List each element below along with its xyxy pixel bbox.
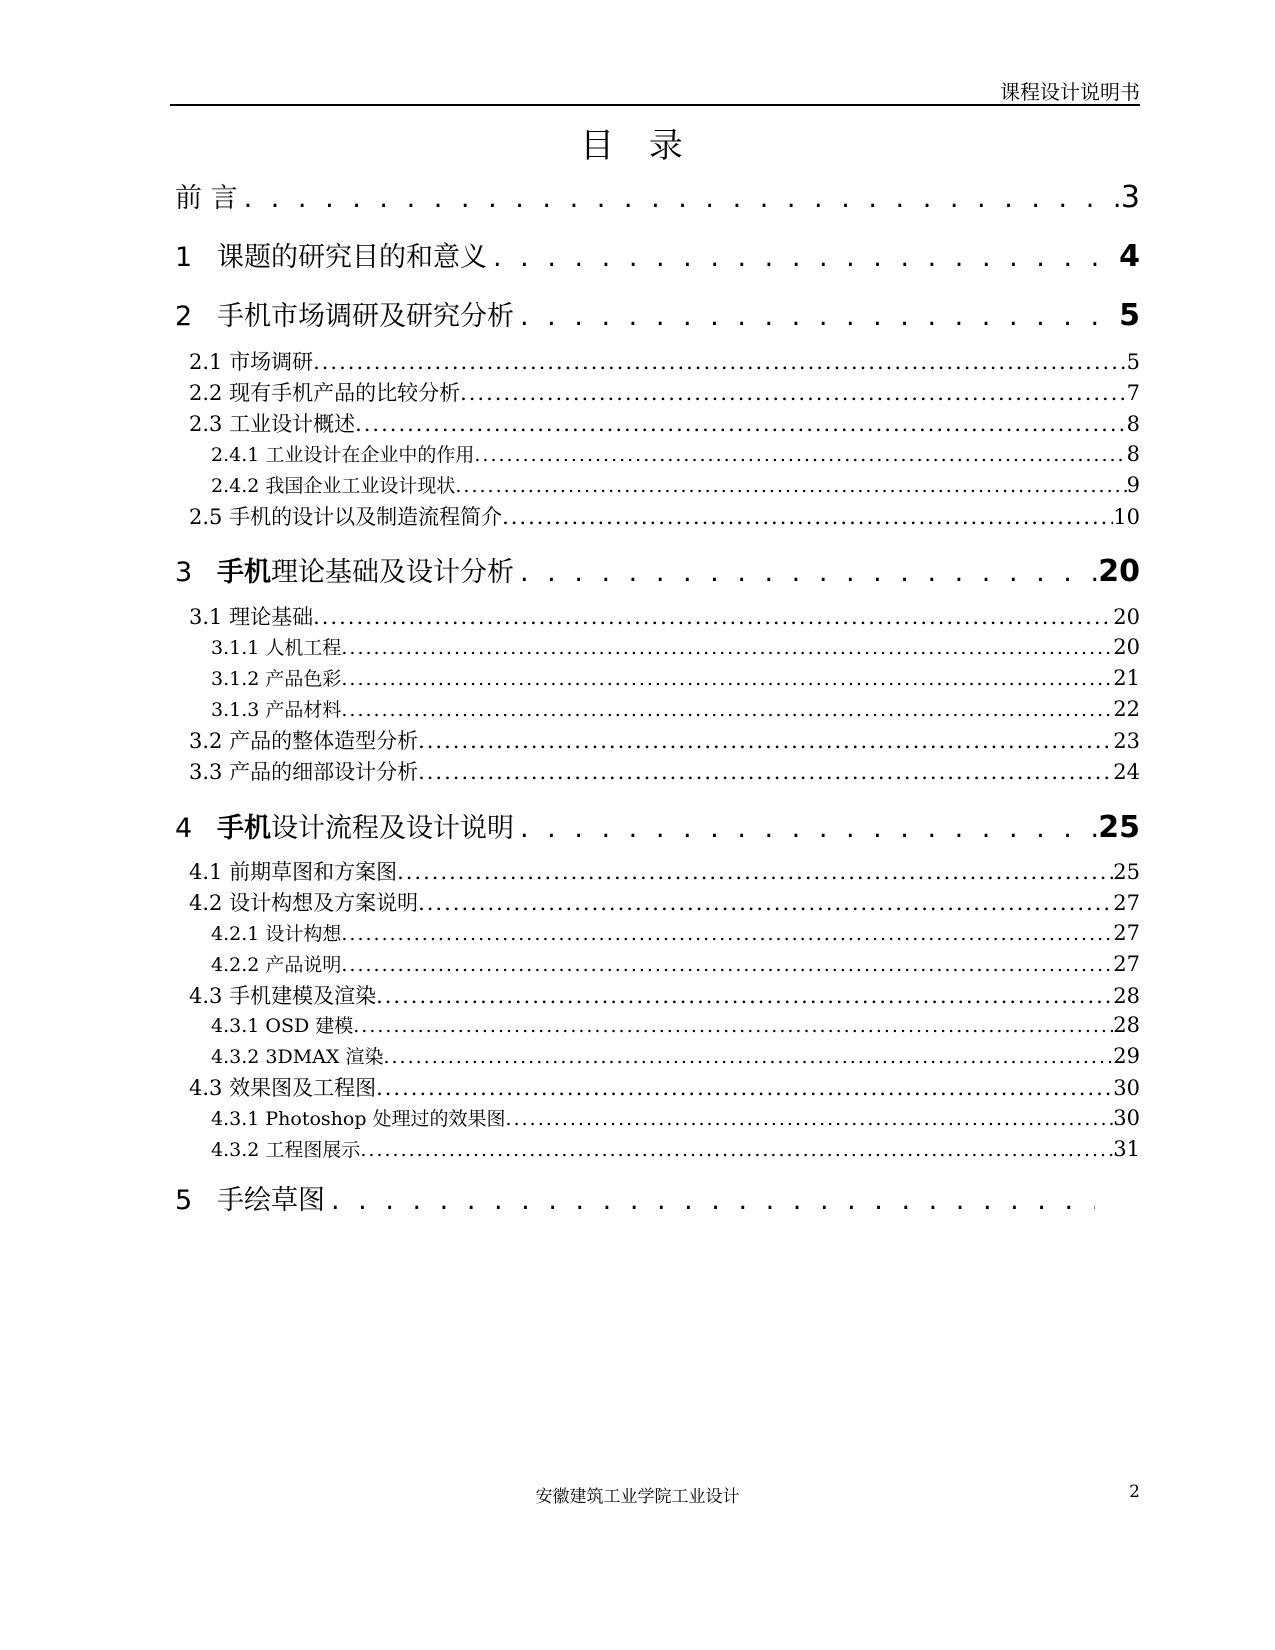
dot-leader: [487, 242, 1119, 273]
toc-entry-3-3[interactable]: [175, 756, 1140, 786]
toc-entry-label: [217, 806, 514, 845]
dot-leader: [383, 1046, 1113, 1068]
toc-entry-label: 课题的研究目的和意义: [217, 242, 487, 273]
toc-entry-label: 4.3.2 工程图展示: [211, 1139, 361, 1161]
toc-page-number: 22: [1113, 697, 1140, 721]
dot-leader: [418, 760, 1113, 784]
toc-page-number: 24: [1113, 760, 1140, 784]
toc-entry-label: 4.3 效果图及工程图: [189, 1076, 377, 1100]
toc-page-number: 7: [1126, 381, 1140, 405]
footer-institution: 安徽建筑工业学院工业设计: [535, 1487, 740, 1507]
page-header: [170, 70, 1140, 106]
toc-entry-label: 3.3 产品的细部设计分析: [189, 760, 419, 784]
toc-entry-3-1-2[interactable]: [175, 664, 1140, 691]
dot-leader: [418, 729, 1113, 753]
toc-page-number: 30: [1113, 1076, 1140, 1100]
chapter-number: 3: [175, 557, 193, 588]
dot-leader: [506, 1108, 1114, 1130]
toc-entry-label: 3.1.3 产品材料: [211, 699, 342, 721]
toc-entry-label: 3.1 理论基础: [189, 605, 314, 629]
dot-leader: [376, 984, 1113, 1008]
toc-entry-label: 2.1 市场调研: [189, 350, 314, 374]
toc-entry-label: 4.3.1 OSD 建模: [211, 1015, 354, 1037]
toc-entry-label-bold: 手机: [217, 557, 271, 588]
toc-page-number: 5: [1119, 298, 1140, 333]
toc-entry-2-1[interactable]: [175, 346, 1140, 376]
toc-entry-label: 4.3.1 Photoshop 处理过的效果图: [211, 1108, 506, 1130]
toc-entry-label: 3.1.2 产品色彩: [211, 668, 342, 690]
toc-entry-label-bold: 手机: [217, 813, 271, 844]
toc-entry-4-1[interactable]: [175, 856, 1140, 886]
dot-leader: [353, 1015, 1113, 1037]
toc-entry-2-2[interactable]: [175, 377, 1140, 407]
dot-leader: [313, 350, 1127, 374]
dot-leader: [397, 860, 1113, 884]
toc-entry-label: 前 言: [175, 183, 238, 214]
toc-entry-chapter-3[interactable]: [175, 550, 1140, 589]
toc-page-number: 20: [1098, 554, 1140, 589]
toc-entry-label-rest: 理论基础及设计分析: [271, 557, 514, 588]
dot-leader: [355, 412, 1127, 436]
dot-leader: [514, 301, 1119, 332]
toc-entry-label: 4.3 手机建模及渲染: [189, 984, 377, 1008]
toc-entry-3-2[interactable]: [175, 725, 1140, 755]
toc-entry-label: 2.2 现有手机产品的比较分析: [189, 381, 461, 405]
toc-entry-4-2-2[interactable]: [175, 950, 1140, 977]
dot-leader: [514, 557, 1098, 588]
toc-page-number: 31: [1113, 1137, 1140, 1161]
toc-entry-3-1[interactable]: [175, 601, 1140, 631]
toc-page-number: 28: [1113, 1013, 1140, 1037]
toc-entry-label: 手绘草图: [217, 1185, 325, 1216]
dot-leader: [313, 605, 1113, 629]
chapter-number: 5: [175, 1185, 193, 1216]
toc-page-number: 29: [1113, 1044, 1140, 1068]
toc-entry-4-3-renderings[interactable]: [175, 1072, 1140, 1102]
toc-entry-label: 4.3.2 3DMAX 渲染: [211, 1046, 384, 1068]
toc-title: 目 录: [580, 126, 695, 166]
toc-page-number: 30: [1113, 1106, 1140, 1130]
toc-page-number: 9: [1126, 473, 1140, 497]
toc-entry-preface[interactable]: [175, 176, 1140, 215]
toc-page-number: 8: [1126, 412, 1140, 436]
dot-leader: [360, 1139, 1113, 1161]
dot-leader: [341, 923, 1113, 945]
toc-page-number: 25: [1098, 810, 1140, 845]
toc-entry-chapter-1[interactable]: [175, 235, 1140, 274]
toc-page-number: 20: [1113, 635, 1140, 659]
dot-leader: [341, 954, 1113, 976]
toc-entry-label: 4.2 设计构想及方案说明: [189, 891, 419, 915]
dot-leader: [502, 505, 1113, 529]
toc-entry-label-rest: 设计流程及设计说明: [271, 813, 514, 844]
toc-page-number: 25: [1113, 860, 1140, 884]
toc-entry-4-3-1-photoshop[interactable]: [175, 1104, 1140, 1131]
toc-page-number: 5: [1126, 350, 1140, 374]
dot-leader: [341, 668, 1113, 690]
toc-entry-4-3-2-3dmax[interactable]: [175, 1042, 1140, 1069]
toc-entry-4-3-1-osd[interactable]: [175, 1011, 1140, 1038]
toc-page-number: 27: [1113, 891, 1140, 915]
dot-leader: [418, 891, 1113, 915]
dot-leader: [460, 381, 1127, 405]
toc-entry-label: 2.3 工业设计概述: [189, 412, 356, 436]
toc-entry-4-3-2-drawings[interactable]: [175, 1135, 1140, 1162]
toc-entry-label: 2.4.2 我国企业工业设计现状: [211, 475, 456, 497]
toc-entry-label: 2.5 手机的设计以及制造流程简介: [189, 505, 503, 529]
toc-entry-chapter-4[interactable]: [175, 806, 1140, 845]
toc-page-number: 27: [1113, 921, 1140, 945]
toc-page-number: 3: [1120, 180, 1140, 215]
toc-entry-2-5[interactable]: [175, 501, 1140, 531]
footer-page-number: 2: [1129, 1482, 1140, 1502]
toc-entry-2-3[interactable]: [175, 408, 1140, 438]
toc-entry-label: 4.2.2 产品说明: [211, 954, 342, 976]
toc-entry-label: 4.1 前期草图和方案图: [189, 860, 398, 884]
toc-entry-chapter-5[interactable]: [175, 1178, 1095, 1217]
chapter-number: 4: [175, 813, 193, 844]
toc-page-number: 28: [1113, 984, 1140, 1008]
toc-entry-label: 2.4.1 工业设计在企业中的作用: [211, 444, 475, 466]
dot-leader: [514, 813, 1098, 844]
toc-entry-chapter-2[interactable]: [175, 294, 1140, 333]
toc-entry-label: 3.1.1 人机工程: [211, 637, 342, 659]
toc-entry-3-1-1[interactable]: [175, 633, 1140, 660]
toc-page-number: 23: [1113, 729, 1140, 753]
toc-entry-2-4-2[interactable]: [175, 471, 1140, 498]
header-title: 课程设计说明书: [1000, 80, 1140, 104]
dot-leader: [376, 1076, 1113, 1100]
toc-entry-label: 手机市场调研及研究分析: [217, 301, 514, 332]
dot-leader: [341, 699, 1113, 721]
chapter-number: 2: [175, 301, 193, 332]
toc-page-number: 27: [1113, 952, 1140, 976]
toc-entry-2-4-1[interactable]: [175, 440, 1140, 467]
toc-page-number: 10: [1113, 505, 1140, 529]
dot-leader: [238, 183, 1121, 214]
toc-page-number: 4: [1119, 239, 1140, 274]
toc-entry-4-2-1[interactable]: [175, 919, 1140, 946]
toc-entry-label: 3.2 产品的整体造型分析: [189, 729, 419, 753]
dot-leader: [325, 1185, 1095, 1216]
toc-entry-label: [217, 550, 514, 589]
toc-entry-label: 4.2.1 设计构想: [211, 923, 342, 945]
toc-entry-4-2[interactable]: [175, 887, 1140, 917]
toc-entry-3-1-3[interactable]: [175, 695, 1140, 722]
chapter-number: 1: [175, 242, 193, 273]
dot-leader: [474, 444, 1126, 466]
toc-page-number: 21: [1113, 666, 1140, 690]
dot-leader: [455, 475, 1126, 497]
dot-leader: [341, 637, 1113, 659]
toc-page-number: 20: [1113, 605, 1140, 629]
toc-entry-4-3-modeling[interactable]: [175, 980, 1140, 1010]
toc-page-number: 8: [1126, 442, 1140, 466]
